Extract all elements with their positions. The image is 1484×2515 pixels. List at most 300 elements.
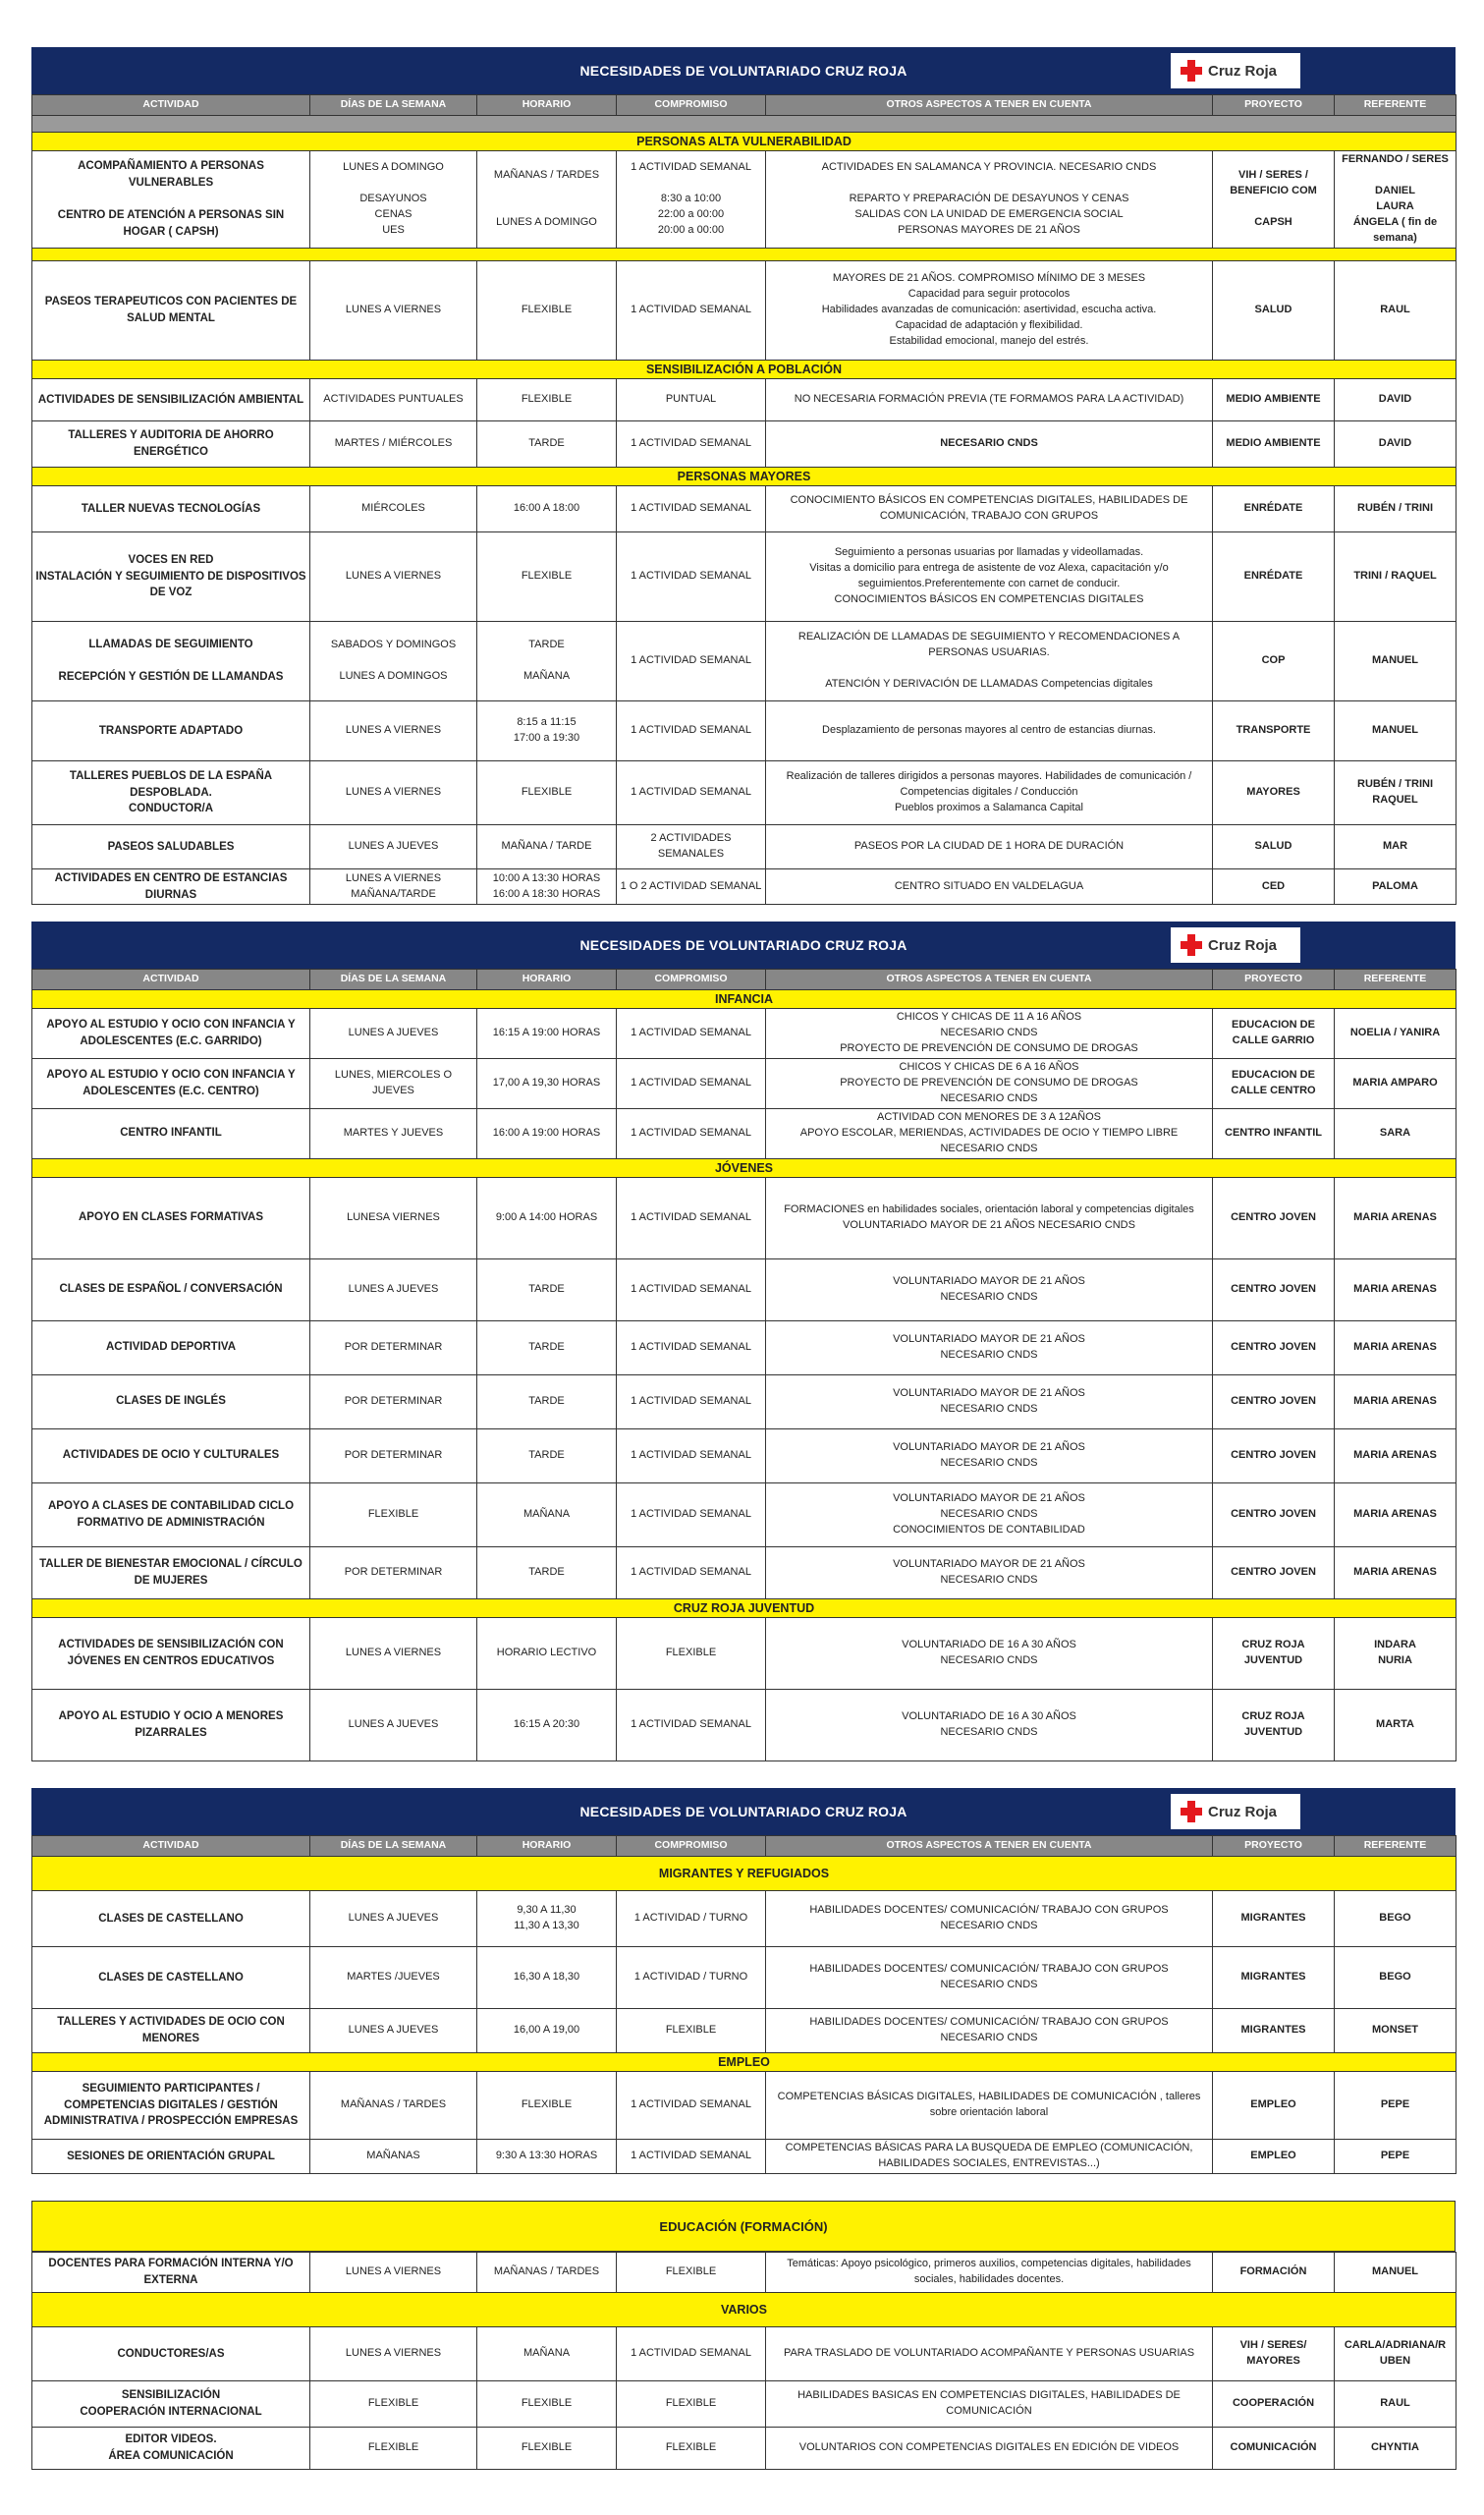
schedule-cell: 17,00 A 19,30 HORAS — [477, 1058, 617, 1108]
schedule-cell: TARDE MAÑANA — [477, 622, 617, 701]
section-header-row — [32, 467, 1457, 485]
schedule-cell: FLEXIBLE — [477, 260, 617, 360]
commitment-cell: FLEXIBLE — [617, 1617, 766, 1689]
project-cell: CENTRO JOVEN — [1213, 1320, 1335, 1374]
contact-cell: INDARA NURIA — [1335, 1617, 1457, 1689]
days-cell: POR DETERMINAR — [310, 1546, 477, 1598]
days-cell: LUNES A JUEVES — [310, 1689, 477, 1760]
activity-cell: EDITOR VIDEOS. ÁREA COMUNICACIÓN — [32, 2428, 310, 2470]
column-header: HORARIO — [477, 970, 617, 990]
schedule-cell: 10:00 A 13:30 HORAS 16:00 A 18:30 HORAS — [477, 869, 617, 905]
column-header: COMPROMISO — [617, 970, 766, 990]
days-cell: LUNESA VIERNES — [310, 1177, 477, 1258]
cruz-roja-logo — [1171, 927, 1300, 963]
commitment-cell: 1 ACTIVIDAD SEMANAL — [617, 1320, 766, 1374]
days-cell: MARTES Y JUEVES — [310, 1108, 477, 1158]
table-row — [32, 825, 1457, 869]
cruz-roja-logo — [1171, 1794, 1300, 1829]
schedule-cell: FLEXIBLE — [477, 2072, 617, 2140]
activity-cell: ACTIVIDADES EN CENTRO DE ESTANCIAS DIURNAS — [32, 869, 310, 905]
project-cell: CENTRO JOVEN — [1213, 1546, 1335, 1598]
commitment-cell: 1 O 2 ACTIVIDAD SEMANAL — [617, 869, 766, 905]
commitment-cell: 1 ACTIVIDAD SEMANAL — [617, 1177, 766, 1258]
contact-cell: RAUL — [1335, 260, 1457, 360]
schedule-cell: MAÑANA — [477, 2327, 617, 2381]
days-cell: POR DETERMINAR — [310, 1374, 477, 1428]
section-header-row — [32, 1598, 1457, 1617]
column-header: PROYECTO — [1213, 1836, 1335, 1857]
contact-cell: FERNANDO / SERES DANIEL LAURA ÁNGELA ( fin de semana) — [1335, 151, 1457, 249]
notes-cell: HABILIDADES DOCENTES/ COMUNICACIÓN/ TRABAJO CON GRUPOS NECESARIO CNDS — [766, 1947, 1213, 2009]
project-cell: MIGRANTES — [1213, 1891, 1335, 1947]
section-title: PERSONAS ALTA VULNERABILIDAD — [32, 133, 1457, 151]
commitment-cell: 1 ACTIVIDAD SEMANAL — [617, 2140, 766, 2174]
activity-cell: ACOMPAÑAMIENTO A PERSONAS VULNERABLES CENTRO DE ATENCIÓN A PERSONAS SIN HOGAR ( CAPSH) — [32, 151, 310, 249]
table-row — [32, 2381, 1457, 2428]
notes-cell: HABILIDADES BASICAS EN COMPETENCIAS DIGITALES, HABILIDADES DE COMUNICACIÓN — [766, 2381, 1213, 2428]
table-row — [32, 761, 1457, 825]
logo-text: Cruz Roja — [1208, 62, 1278, 80]
days-cell: LUNES A VIERNES — [310, 1617, 477, 1689]
contact-cell: MARIA ARENAS — [1335, 1482, 1457, 1546]
project-cell: SALUD — [1213, 825, 1335, 869]
table-row — [32, 532, 1457, 622]
days-cell: MIÉRCOLES — [310, 486, 477, 532]
activity-cell: APOYO AL ESTUDIO Y OCIO A MENORES PIZARRALES — [32, 1689, 310, 1760]
column-header: OTROS ASPECTOS A TENER EN CUENTA — [766, 95, 1213, 116]
column-header: DÍAS DE LA SEMANA — [310, 95, 477, 116]
activity-cell: CLASES DE CASTELLANO — [32, 1947, 310, 2009]
section-title: PERSONAS MAYORES — [32, 467, 1457, 485]
table-row — [32, 1320, 1457, 1374]
schedule-cell: 16,00 A 19,00 — [477, 2009, 617, 2053]
project-cell: FORMACIÓN — [1213, 2253, 1335, 2293]
page-title: NECESIDADES DE VOLUNTARIADO CRUZ ROJA — [579, 1804, 907, 1819]
days-cell: LUNES A VIERNES — [310, 260, 477, 360]
contact-cell: RUBÉN / TRINI RAQUEL — [1335, 761, 1457, 825]
activity-cell: ACTIVIDADES DE SENSIBILIZACIÓN CON JÓVENES EN CENTROS EDUCATIVOS — [32, 1617, 310, 1689]
activity-cell: VOCES EN RED INSTALACIÓN Y SEGUIMIENTO DE DISPOSITIVOS DE VOZ — [32, 532, 310, 622]
project-cell: VIH / SERES/ MAYORES — [1213, 2327, 1335, 2381]
project-cell: EMPLEO — [1213, 2072, 1335, 2140]
days-cell: POR DETERMINAR — [310, 1428, 477, 1482]
volunteer-table — [31, 94, 1457, 905]
commitment-cell: FLEXIBLE — [617, 2253, 766, 2293]
table-row — [32, 1947, 1457, 2009]
notes-cell: CHICOS Y CHICAS DE 11 A 16 AÑOS NECESARIO CNDS PROYECTO DE PREVENCIÓN DE CONSUMO DE DROGAS — [766, 1009, 1213, 1059]
project-cell: CENTRO INFANTIL — [1213, 1108, 1335, 1158]
column-header: COMPROMISO — [617, 1836, 766, 1857]
activity-cell: SESIONES DE ORIENTACIÓN GRUPAL — [32, 2140, 310, 2174]
project-cell: EMPLEO — [1213, 2140, 1335, 2174]
section-header-row — [32, 133, 1457, 151]
table-row — [32, 1177, 1457, 1258]
contact-cell: MANUEL — [1335, 701, 1457, 761]
table-row — [32, 1689, 1457, 1760]
contact-cell: MARIA ARENAS — [1335, 1258, 1457, 1320]
table-row — [32, 1258, 1457, 1320]
commitment-cell: 1 ACTIVIDAD SEMANAL — [617, 761, 766, 825]
days-cell: ACTIVIDADES PUNTUALES — [310, 378, 477, 420]
notes-cell: Temáticas: Apoyo psicológico, primeros auxilios, competencias digitales, habilidades sociales, habilidades docentes. — [766, 2253, 1213, 2293]
volunteer-table — [31, 2252, 1457, 2470]
notes-cell: REALIZACIÓN DE LLAMADAS DE SEGUIMIENTO Y RECOMENDACIONES A PERSONAS USUARIAS. ATENCIÓN Y DERIVACIÓN DE LLAMADAS Competencias digitales — [766, 622, 1213, 701]
contact-cell: MAR — [1335, 825, 1457, 869]
column-header-row — [32, 1836, 1457, 1857]
contact-cell: MANUEL — [1335, 622, 1457, 701]
table-row — [32, 260, 1457, 360]
commitment-cell: 1 ACTIVIDAD SEMANAL — [617, 1009, 766, 1059]
days-cell: LUNES A VIERNES — [310, 532, 477, 622]
activity-cell: APOYO EN CLASES FORMATIVAS — [32, 1177, 310, 1258]
schedule-cell: 9:00 A 14:00 HORAS — [477, 1177, 617, 1258]
days-cell: MAÑANAS / TARDES — [310, 2072, 477, 2140]
contact-cell: CHYNTIA — [1335, 2428, 1457, 2470]
section-header-row — [32, 1857, 1457, 1891]
commitment-cell: 1 ACTIVIDAD SEMANAL — [617, 2327, 766, 2381]
notes-cell: VOLUNTARIADO MAYOR DE 21 AÑOS NECESARIO CNDS — [766, 1374, 1213, 1428]
activity-cell: TALLER NUEVAS TECNOLOGÍAS — [32, 486, 310, 532]
contact-cell: MARIA ARENAS — [1335, 1546, 1457, 1598]
notes-cell: VOLUNTARIADO MAYOR DE 21 AÑOS NECESARIO CNDS — [766, 1428, 1213, 1482]
section-title: JÓVENES — [32, 1158, 1457, 1177]
column-header: DÍAS DE LA SEMANA — [310, 970, 477, 990]
commitment-cell: 2 ACTIVIDADES SEMANALES — [617, 825, 766, 869]
section-title: VARIOS — [32, 2293, 1457, 2327]
schedule-cell: FLEXIBLE — [477, 532, 617, 622]
notes-cell: HABILIDADES DOCENTES/ COMUNICACIÓN/ TRABAJO CON GRUPOS NECESARIO CNDS — [766, 2009, 1213, 2053]
title-bar — [31, 922, 1456, 969]
schedule-cell: MAÑANAS / TARDES — [477, 2253, 617, 2293]
activity-cell: CENTRO INFANTIL — [32, 1108, 310, 1158]
activity-cell: ACTIVIDADES DE OCIO Y CULTURALES — [32, 1428, 310, 1482]
notes-cell: PARA TRASLADO DE VOLUNTARIADO ACOMPAÑANTE Y PERSONAS USUARIAS — [766, 2327, 1213, 2381]
activity-cell: TALLERES Y AUDITORIA DE AHORRO ENERGÉTICO — [32, 420, 310, 467]
activity-cell: CONDUCTORES/AS — [32, 2327, 310, 2381]
notes-cell: VOLUNTARIADO DE 16 A 30 AÑOS NECESARIO CNDS — [766, 1617, 1213, 1689]
column-header: REFERENTE — [1335, 970, 1457, 990]
commitment-cell: FLEXIBLE — [617, 2381, 766, 2428]
contact-cell: DAVID — [1335, 378, 1457, 420]
column-header: ACTIVIDAD — [32, 1836, 310, 1857]
schedule-cell: 16:00 A 18:00 — [477, 486, 617, 532]
section-header-row — [32, 2053, 1457, 2072]
table-row — [32, 2140, 1457, 2174]
section-header-row — [32, 1158, 1457, 1177]
column-header: ACTIVIDAD — [32, 970, 310, 990]
schedule-cell: FLEXIBLE — [477, 2428, 617, 2470]
activity-cell: SENSIBILIZACIÓN COOPERACIÓN INTERNACIONAL — [32, 2381, 310, 2428]
commitment-cell: 1 ACTIVIDAD SEMANAL — [617, 622, 766, 701]
days-cell: LUNES A DOMINGO DESAYUNOS CENAS UES — [310, 151, 477, 249]
schedule-cell: 16,30 A 18,30 — [477, 1947, 617, 2009]
commitment-cell: 1 ACTIVIDAD SEMANAL — [617, 420, 766, 467]
contact-cell: RUBÉN / TRINI — [1335, 486, 1457, 532]
activity-cell: DOCENTES PARA FORMACIÓN INTERNA Y/O EXTERNA — [32, 2253, 310, 2293]
contact-cell: NOELIA / YANIRA — [1335, 1009, 1457, 1059]
column-header: REFERENTE — [1335, 1836, 1457, 1857]
project-cell: CENTRO JOVEN — [1213, 1428, 1335, 1482]
project-cell: MIGRANTES — [1213, 1947, 1335, 2009]
commitment-cell: 1 ACTIVIDAD SEMANAL — [617, 1058, 766, 1108]
notes-cell: ACTIVIDADES EN SALAMANCA Y PROVINCIA. NECESARIO CNDS REPARTO Y PREPARACIÓN DE DESAYUNOS Y CENAS SALIDAS CON LA UNIDAD DE EMERGENCIA SOCIAL PERSONAS MAYORES DE 21 AÑOS — [766, 151, 1213, 249]
table-row — [32, 151, 1457, 249]
notes-cell: HABILIDADES DOCENTES/ COMUNICACIÓN/ TRABAJO CON GRUPOS NECESARIO CNDS — [766, 1891, 1213, 1947]
column-header: REFERENTE — [1335, 95, 1457, 116]
notes-cell: COMPETENCIAS BÁSICAS DIGITALES, HABILIDADES DE COMUNICACIÓN , talleres sobre orientación laboral — [766, 2072, 1213, 2140]
project-cell: CRUZ ROJA JUVENTUD — [1213, 1689, 1335, 1760]
section-title: INFANCIA — [32, 990, 1457, 1009]
project-cell: COP — [1213, 622, 1335, 701]
commitment-cell: 1 ACTIVIDAD SEMANAL — [617, 1428, 766, 1482]
days-cell: POR DETERMINAR — [310, 1320, 477, 1374]
column-header: DÍAS DE LA SEMANA — [310, 1836, 477, 1857]
project-cell: ENRÉDATE — [1213, 486, 1335, 532]
notes-cell: VOLUNTARIADO DE 16 A 30 AÑOS NECESARIO CNDS — [766, 1689, 1213, 1760]
section-header-row — [32, 2293, 1457, 2327]
project-cell: CRUZ ROJA JUVENTUD — [1213, 1617, 1335, 1689]
notes-cell: VOLUNTARIADO MAYOR DE 21 AÑOS NECESARIO CNDS — [766, 1258, 1213, 1320]
activity-cell: APOYO AL ESTUDIO Y OCIO CON INFANCIA Y ADOLESCENTES (E.C. CENTRO) — [32, 1058, 310, 1108]
days-cell: FLEXIBLE — [310, 2381, 477, 2428]
activity-cell: PASEOS SALUDABLES — [32, 825, 310, 869]
table-row — [32, 869, 1457, 905]
table-row — [32, 1374, 1457, 1428]
spacer-row — [32, 248, 1457, 260]
notes-cell: Desplazamiento de personas mayores al centro de estancias diurnas. — [766, 701, 1213, 761]
contact-cell: MARIA ARENAS — [1335, 1177, 1457, 1258]
schedule-cell: TARDE — [477, 1320, 617, 1374]
days-cell: FLEXIBLE — [310, 2428, 477, 2470]
activity-cell: TALLERES Y ACTIVIDADES DE OCIO CON MENORES — [32, 2009, 310, 2053]
table-block-1 — [31, 47, 1456, 905]
activity-cell: ACTIVIDAD DEPORTIVA — [32, 1320, 310, 1374]
days-cell: LUNES A JUEVES — [310, 825, 477, 869]
table-row — [32, 1108, 1457, 1158]
commitment-cell: 1 ACTIVIDAD SEMANAL — [617, 1374, 766, 1428]
contact-cell: MANUEL — [1335, 2253, 1457, 2293]
contact-cell: MONSET — [1335, 2009, 1457, 2053]
activity-cell: LLAMADAS DE SEGUIMIENTO RECEPCIÓN Y GESTIÓN DE LLAMANDAS — [32, 622, 310, 701]
activity-cell: ACTIVIDADES DE SENSIBILIZACIÓN AMBIENTAL — [32, 378, 310, 420]
schedule-cell: 16:00 A 19:00 HORAS — [477, 1108, 617, 1158]
project-cell: EDUCACION DE CALLE CENTRO — [1213, 1058, 1335, 1108]
logo-text: Cruz Roja — [1208, 1803, 1278, 1820]
contact-cell: MARIA ARENAS — [1335, 1320, 1457, 1374]
page-title: NECESIDADES DE VOLUNTARIADO CRUZ ROJA — [579, 937, 907, 953]
project-cell: MAYORES — [1213, 761, 1335, 825]
commitment-cell: 1 ACTIVIDAD SEMANAL — [617, 532, 766, 622]
commitment-cell: 1 ACTIVIDAD SEMANAL — [617, 701, 766, 761]
contact-cell: MARIA AMPARO — [1335, 1058, 1457, 1108]
days-cell: LUNES A JUEVES — [310, 1258, 477, 1320]
days-cell: FLEXIBLE — [310, 1482, 477, 1546]
commitment-cell: 1 ACTIVIDAD SEMANAL — [617, 2072, 766, 2140]
project-cell: COOPERACIÓN — [1213, 2381, 1335, 2428]
schedule-cell: 9,30 A 11,30 11,30 A 13,30 — [477, 1891, 617, 1947]
notes-cell: VOLUNTARIADO MAYOR DE 21 AÑOS NECESARIO CNDS CONOCIMIENTOS DE CONTABILIDAD — [766, 1482, 1213, 1546]
schedule-cell: TARDE — [477, 1546, 617, 1598]
project-cell: MEDIO AMBIENTE — [1213, 378, 1335, 420]
column-header: PROYECTO — [1213, 95, 1335, 116]
section-title: EDUCACIÓN (FORMACIÓN) — [31, 2201, 1456, 2252]
table-row — [32, 2428, 1457, 2470]
schedule-cell: TARDE — [477, 1374, 617, 1428]
table-row — [32, 1482, 1457, 1546]
table-row — [32, 1546, 1457, 1598]
column-header: COMPROMISO — [617, 95, 766, 116]
table-row — [32, 1058, 1457, 1108]
column-header-row — [32, 95, 1457, 116]
table-block-4 — [31, 2201, 1456, 2470]
table-row — [32, 2009, 1457, 2053]
table-row — [32, 1009, 1457, 1059]
notes-cell: CONOCIMIENTO BÁSICOS EN COMPETENCIAS DIGITALES, HABILIDADES DE COMUNICACIÓN, TRABAJO CON GRUPOS — [766, 486, 1213, 532]
contact-cell: PEPE — [1335, 2140, 1457, 2174]
table-row — [32, 378, 1457, 420]
project-cell: EDUCACION DE CALLE GARRIO — [1213, 1009, 1335, 1059]
table-row — [32, 2253, 1457, 2293]
activity-cell: CLASES DE CASTELLANO — [32, 1891, 310, 1947]
days-cell: LUNES A VIERNES — [310, 2327, 477, 2381]
contact-cell: MARIA ARENAS — [1335, 1428, 1457, 1482]
commitment-cell: PUNTUAL — [617, 378, 766, 420]
table-row — [32, 2327, 1457, 2381]
days-cell: LUNES A VIERNES MAÑANA/TARDE — [310, 869, 477, 905]
schedule-cell: MAÑANA / TARDE — [477, 825, 617, 869]
schedule-cell: HORARIO LECTIVO — [477, 1617, 617, 1689]
days-cell: LUNES A VIERNES — [310, 701, 477, 761]
commitment-cell: 1 ACTIVIDAD / TURNO — [617, 1891, 766, 1947]
contact-cell: MARTA — [1335, 1689, 1457, 1760]
contact-cell: PEPE — [1335, 2072, 1457, 2140]
commitment-cell: 1 ACTIVIDAD SEMANAL — [617, 260, 766, 360]
column-header: HORARIO — [477, 95, 617, 116]
column-header-row — [32, 970, 1457, 990]
table-row — [32, 486, 1457, 532]
column-header: PROYECTO — [1213, 970, 1335, 990]
days-cell: SABADOS Y DOMINGOS LUNES A DOMINGOS — [310, 622, 477, 701]
activity-cell: TALLERES PUEBLOS DE LA ESPAÑA DESPOBLADA. CONDUCTOR/A — [32, 761, 310, 825]
schedule-cell: MAÑANA — [477, 1482, 617, 1546]
contact-cell: TRINI / RAQUEL — [1335, 532, 1457, 622]
column-header: ACTIVIDAD — [32, 95, 310, 116]
project-cell: CENTRO JOVEN — [1213, 1482, 1335, 1546]
activity-cell: PASEOS TERAPEUTICOS CON PACIENTES DE SALUD MENTAL — [32, 260, 310, 360]
days-cell: LUNES A VIERNES — [310, 2253, 477, 2293]
days-cell: LUNES, MIERCOLES O JUEVES — [310, 1058, 477, 1108]
commitment-cell: 1 ACTIVIDAD SEMANAL — [617, 1258, 766, 1320]
schedule-cell: FLEXIBLE — [477, 378, 617, 420]
table-row — [32, 420, 1457, 467]
project-cell: MIGRANTES — [1213, 2009, 1335, 2053]
table-row — [32, 1891, 1457, 1947]
section-title: SENSIBILIZACIÓN A POBLACIÓN — [32, 360, 1457, 378]
project-cell: SALUD — [1213, 260, 1335, 360]
table-row — [32, 622, 1457, 701]
commitment-cell: FLEXIBLE — [617, 2009, 766, 2053]
schedule-cell: 16:15 A 19:00 HORAS — [477, 1009, 617, 1059]
section-title: MIGRANTES Y REFUGIADOS — [32, 1857, 1457, 1891]
notes-cell: Seguimiento a personas usuarias por llamadas y videollamadas. Visitas a domicilio para entrega de asistente de voz Alexa, capacitación y/o seguimientos.Preferentemente con carnet de conducir. CONOCIMIENTOS BÁSICOS EN COMPETENCIAS DIGITALES — [766, 532, 1213, 622]
schedule-cell: 8:15 a 11:15 17:00 a 19:30 — [477, 701, 617, 761]
contact-cell: SARA — [1335, 1108, 1457, 1158]
schedule-cell: TARDE — [477, 420, 617, 467]
commitment-cell: 1 ACTIVIDAD SEMANAL — [617, 1108, 766, 1158]
project-cell: CENTRO JOVEN — [1213, 1177, 1335, 1258]
red-cross-icon — [1181, 934, 1202, 956]
contact-cell: BEGO — [1335, 1891, 1457, 1947]
schedule-cell: TARDE — [477, 1428, 617, 1482]
project-cell: TRANSPORTE — [1213, 701, 1335, 761]
activity-cell: APOYO A CLASES DE CONTABILIDAD CICLO FORMATIVO DE ADMINISTRACIÓN — [32, 1482, 310, 1546]
table-row — [32, 701, 1457, 761]
contact-cell: BEGO — [1335, 1947, 1457, 2009]
days-cell: LUNES A JUEVES — [310, 1009, 477, 1059]
table-block-2 — [31, 922, 1456, 1761]
activity-cell: TALLER DE BIENESTAR EMOCIONAL / CÍRCULO DE MUJERES — [32, 1546, 310, 1598]
table-block-3 — [31, 1788, 1456, 2174]
title-bar — [31, 1788, 1456, 1835]
notes-cell: VOLUNTARIADO MAYOR DE 21 AÑOS NECESARIO CNDS — [766, 1320, 1213, 1374]
days-cell: LUNES A VIERNES — [310, 761, 477, 825]
logo-text: Cruz Roja — [1208, 936, 1278, 954]
days-cell: MARTES /JUEVES — [310, 1947, 477, 2009]
days-cell: MAÑANAS — [310, 2140, 477, 2174]
days-cell: LUNES A JUEVES — [310, 1891, 477, 1947]
project-cell: CENTRO JOVEN — [1213, 1374, 1335, 1428]
project-cell: COMUNICACIÓN — [1213, 2428, 1335, 2470]
notes-cell: CENTRO SITUADO EN VALDELAGUA — [766, 869, 1213, 905]
project-cell: CED — [1213, 869, 1335, 905]
volunteer-table — [31, 969, 1457, 1761]
activity-cell: SEGUIMIENTO PARTICIPANTES / COMPETENCIAS DIGITALES / GESTIÓN ADMINISTRATIVA / PROSPECCIÓN EMPRESAS — [32, 2072, 310, 2140]
schedule-cell: TARDE — [477, 1258, 617, 1320]
column-header: OTROS ASPECTOS A TENER EN CUENTA — [766, 1836, 1213, 1857]
commitment-cell: 1 ACTIVIDAD SEMANAL — [617, 1546, 766, 1598]
contact-cell: CARLA/ADRIANA/R UBEN — [1335, 2327, 1457, 2381]
commitment-cell: FLEXIBLE — [617, 2428, 766, 2470]
notes-cell: NECESARIO CNDS — [766, 420, 1213, 467]
schedule-cell: 9:30 A 13:30 HORAS — [477, 2140, 617, 2174]
section-title: CRUZ ROJA JUVENTUD — [32, 1598, 1457, 1617]
column-header: HORARIO — [477, 1836, 617, 1857]
days-cell: LUNES A JUEVES — [310, 2009, 477, 2053]
project-cell: CENTRO JOVEN — [1213, 1258, 1335, 1320]
red-cross-icon — [1181, 60, 1202, 82]
table-row — [32, 1617, 1457, 1689]
commitment-cell: 1 ACTIVIDAD / TURNO — [617, 1947, 766, 2009]
notes-cell: MAYORES DE 21 AÑOS. COMPROMISO MÍNIMO DE 3 MESES Capacidad para seguir protocolos Habilidades avanzadas de comunicación: asertividad, escucha activa. Capacidad de adaptación y flexibilidad. Estabilidad emocional, manejo del estrés. — [766, 260, 1213, 360]
project-cell: ENRÉDATE — [1213, 532, 1335, 622]
activity-cell: CLASES DE ESPAÑOL / CONVERSACIÓN — [32, 1258, 310, 1320]
activity-cell: APOYO AL ESTUDIO Y OCIO CON INFANCIA Y ADOLESCENTES (E.C. GARRIDO) — [32, 1009, 310, 1059]
project-cell: MEDIO AMBIENTE — [1213, 420, 1335, 467]
activity-cell: CLASES DE INGLÉS — [32, 1374, 310, 1428]
contact-cell: PALOMA — [1335, 869, 1457, 905]
spacer-row — [32, 116, 1457, 133]
notes-cell: VOLUNTARIOS CON COMPETENCIAS DIGITALES EN EDICIÓN DE VIDEOS — [766, 2428, 1213, 2470]
commitment-cell: 1 ACTIVIDAD SEMANAL — [617, 1689, 766, 1760]
section-header-row — [32, 360, 1457, 378]
project-cell: VIH / SERES / BENEFICIO COM CAPSH — [1213, 151, 1335, 249]
notes-cell: PASEOS POR LA CIUDAD DE 1 HORA DE DURACIÓN — [766, 825, 1213, 869]
contact-cell: RAUL — [1335, 2381, 1457, 2428]
spacer-cell — [32, 248, 1457, 260]
volunteer-table — [31, 1835, 1457, 2174]
title-bar — [31, 47, 1456, 94]
notes-cell: FORMACIONES en habilidades sociales, orientación laboral y competencias digitales VOLUNTARIADO MAYOR DE 21 AÑOS NECESARIO CNDS — [766, 1177, 1213, 1258]
